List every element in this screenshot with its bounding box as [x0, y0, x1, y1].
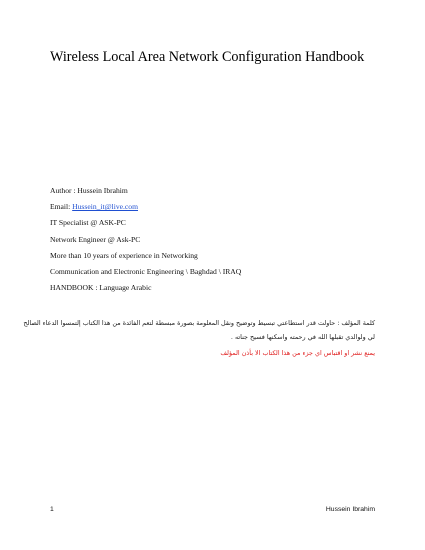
language-line: HANDBOOK : Language Arabic: [50, 283, 152, 293]
email-link[interactable]: Hussein_it@live.com: [72, 202, 138, 212]
page-title: Wireless Local Area Network Configuration Handbook: [50, 49, 365, 65]
experience-line: More than 10 years of experience in Networking: [50, 250, 198, 260]
author-note-line-1: كلمة المؤلف : حاولت قدر استطاعتي تبسيط وتوضيح ونقل المعلومة بصورة مبسطة لتعم الفائدة من هذا الكتاب إلتمسوا الدعاء الصالح: [23, 319, 375, 327]
footer-page-number: 1: [50, 506, 54, 513]
role-line-2: Network Engineer @ Ask-PC: [50, 234, 141, 244]
author-note-arabic: [23, 316, 375, 360]
author-info-block: [50, 183, 380, 296]
email-label: Email:: [50, 202, 73, 212]
copyright-warning: يمنع نشر او اقتباس اي جزء من هذا الكتاب الا بأذن المؤلف: [220, 349, 375, 357]
department-line: Communication and Electronic Engineering \ Baghdad \ IRAQ: [50, 267, 242, 277]
author-note-line-2: لي ولوالدي تقبلها الله في رحمته واسكنها فسيح جناته .: [230, 333, 375, 341]
author-line: Author : Hussein Ibrahim: [50, 186, 128, 195]
footer-author-name: Hussein Ibrahim: [325, 506, 375, 513]
role-line-1: IT Specialist @ ASK-PC: [50, 218, 126, 228]
email-line: [50, 199, 380, 215]
